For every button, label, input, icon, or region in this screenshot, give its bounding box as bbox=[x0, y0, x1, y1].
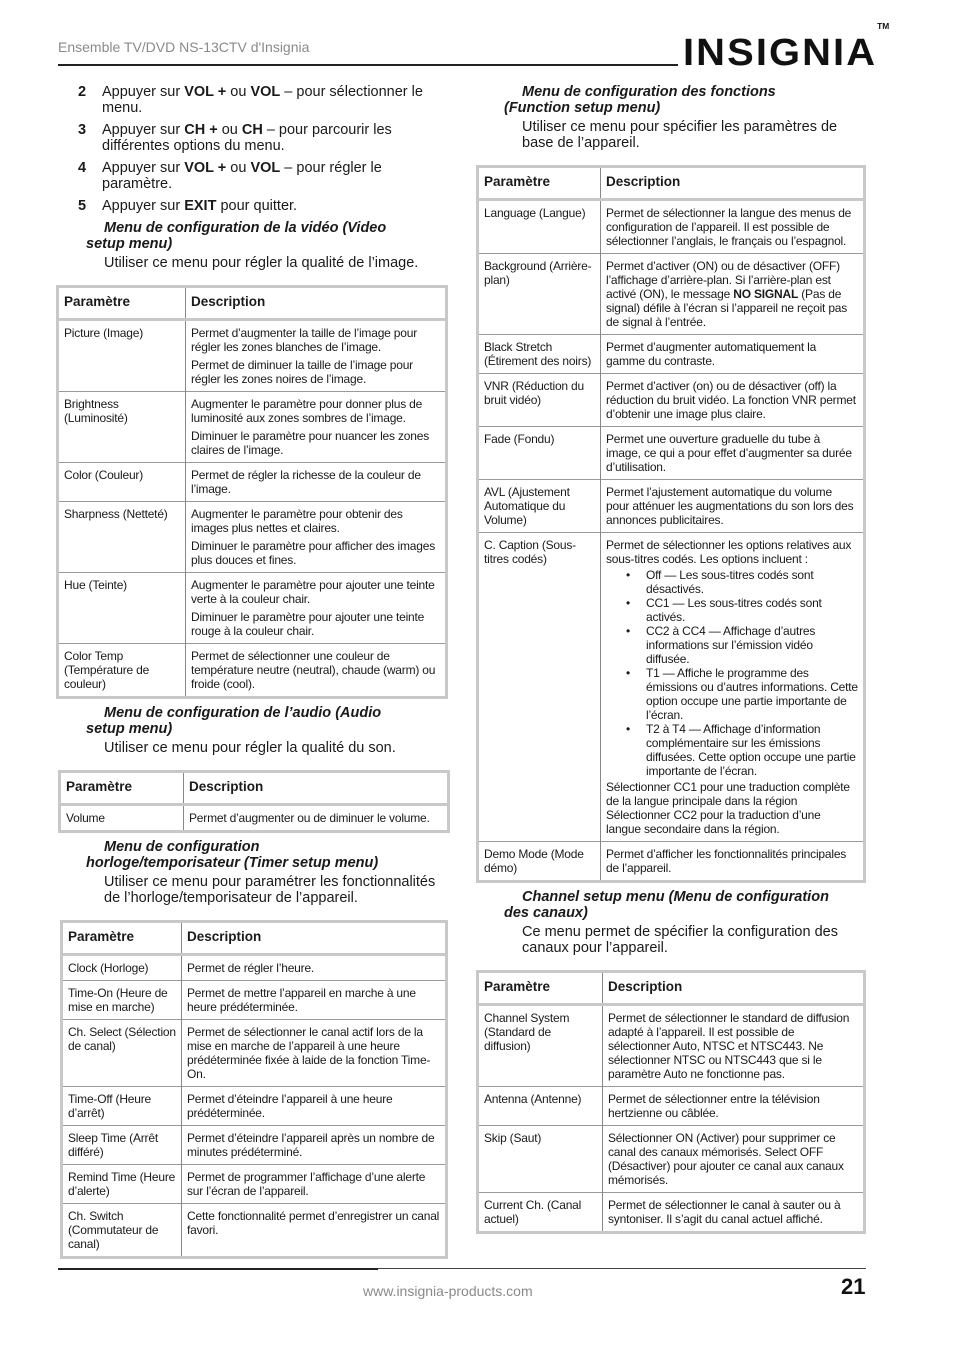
description-text: Permet de mettre l’appareil en marche à une heure prédéterminée. bbox=[187, 986, 416, 1014]
audio-heading-line1: Menu de configuration de l’audio (Audio bbox=[104, 705, 382, 721]
description-text: Permet de sélectionner la langue des menus de configuration de l’appareil. Il est possible de sélectionner l’anglais, le français ou l’espagnol. bbox=[606, 206, 852, 248]
table-row bbox=[478, 200, 865, 254]
description-text: (Pas de signal) défile à l’écran si l’appareil ne reçoit pas de signal à l’entrée. bbox=[606, 287, 848, 329]
table-row bbox=[478, 1193, 865, 1233]
table-row bbox=[62, 1087, 447, 1126]
table-header-row bbox=[60, 772, 449, 805]
description-text: Permet d’augmenter automatiquement la gamme du contraste. bbox=[606, 340, 817, 368]
table-header-row bbox=[478, 972, 865, 1005]
table-row bbox=[58, 392, 447, 463]
parameter-cell: Time-On (Heure de mise en marche) bbox=[62, 981, 182, 1020]
function-menu-heading bbox=[504, 84, 866, 116]
parameter-cell: Background (Arrière-plan) bbox=[478, 254, 601, 335]
parameter-cell: Fade (Fondu) bbox=[478, 427, 601, 480]
caption-option: • T2 à T4 — Affichage d’information complémentaire sur les émissions diffusées. Cette option occupe une partie importante de l’écran. bbox=[624, 722, 858, 778]
parameter-cell: Brightness (Luminosité) bbox=[58, 392, 186, 463]
description-text: Permet de programmer l’affichage d’une alerte sur l’écran de l’appareil. bbox=[187, 1170, 426, 1198]
column-header-parameter: Paramètre bbox=[60, 772, 184, 805]
column-header-parameter: Paramètre bbox=[58, 287, 186, 320]
description-text: Permet de sélectionner une couleur de température neutre (neutral), chaude (warm) ou froide (cool). bbox=[191, 649, 436, 691]
description-text: Permet de sélectionner le canal actif lors de la mise en marche de l’appareil à une heure prédéterminée fixée à laide de la fonction Time-On. bbox=[187, 1025, 431, 1081]
description-cell bbox=[601, 480, 865, 533]
timer-heading-line1: Menu de configuration bbox=[104, 839, 260, 855]
description-text: Permet d’activer (ON) ou de désactiver (OFF) l’affichage d’arrière-plan. Si l’arrière-plan est activé (ON), le message bbox=[606, 259, 840, 301]
column-header-description: Description bbox=[184, 772, 449, 805]
step-item bbox=[78, 198, 450, 214]
table-row bbox=[478, 374, 865, 427]
table-row bbox=[60, 805, 449, 832]
video-intro: Utiliser ce menu pour régler la qualité de l’image. bbox=[104, 255, 419, 271]
table-row bbox=[478, 533, 865, 842]
logo-trademark: TM bbox=[877, 22, 890, 32]
table-row bbox=[62, 1204, 447, 1258]
parameter-cell: Sleep Time (Arrêt différé) bbox=[62, 1126, 182, 1165]
table-row bbox=[62, 1165, 447, 1204]
column-header-parameter: Paramètre bbox=[62, 922, 182, 955]
insignia-logo bbox=[683, 22, 890, 75]
description-text: Cette fonctionnalité permet d’enregistrer un canal favori. bbox=[187, 1209, 440, 1237]
parameter-cell: Black Stretch (Étirement des noirs) bbox=[478, 335, 601, 374]
step-text: – pour sélectionner le menu. bbox=[102, 84, 423, 116]
description-cell bbox=[186, 392, 447, 463]
description-text: Augmenter le paramètre pour ajouter une teinte verte à la couleur chair. bbox=[191, 578, 435, 606]
channel-heading-line2: des canaux) bbox=[504, 905, 588, 921]
description-cell bbox=[186, 320, 447, 392]
table-header-row bbox=[62, 922, 447, 955]
table-row bbox=[478, 254, 865, 335]
description-cell bbox=[601, 200, 865, 254]
right-column bbox=[476, 84, 866, 1234]
description-text: Permet de sélectionner le standard de diffusion adapté à l’appareil. Il est possible de sélectionner Auto, NTSC et NTSC443. Ne sélectionner NTSC ou NTSC443 que si le paramètre Auto ne fonctionne pas. bbox=[608, 1011, 850, 1081]
step-text: Appuyer sur bbox=[102, 160, 185, 176]
footer-url: www.insignia-products.com bbox=[363, 1283, 533, 1299]
description-text: Permet de sélectionner le canal à sauter ou à syntoniser. Il s’agit du canal actuel affiché. bbox=[608, 1198, 841, 1226]
description-cell bbox=[601, 254, 865, 335]
step-text: pour quitter. bbox=[216, 198, 298, 214]
parameter-cell: Skip (Saut) bbox=[478, 1126, 603, 1193]
step-number: 3 bbox=[78, 122, 87, 138]
description-text: Permet d’éteindre l’appareil à une heure prédéterminée. bbox=[187, 1092, 393, 1120]
caption-option: • CC2 à CC4 — Affichage d’autres informations sur l’émission vidéo diffusée. bbox=[624, 624, 858, 666]
parameter-cell: Picture (Image) bbox=[58, 320, 186, 392]
step-number: 4 bbox=[78, 160, 87, 176]
parameter-cell: Remind Time (Heure d’alerte) bbox=[62, 1165, 182, 1204]
footer-rule-right bbox=[378, 1268, 866, 1269]
description-text: Permet de diminuer la taille de l’image pour régler les zones noires de l’image. bbox=[191, 358, 413, 386]
description-text: Augmenter le paramètre pour donner plus de luminosité aux zones sombres de l’image. bbox=[191, 397, 423, 425]
parameter-cell: Channel System (Standard de diffusion) bbox=[478, 1005, 603, 1087]
step-text: Appuyer sur bbox=[102, 84, 185, 100]
column-header-parameter: Paramètre bbox=[478, 167, 601, 200]
timer-heading-line2: horloge/temporisateur (Timer setup menu) bbox=[86, 855, 379, 871]
description-text: Permet d’afficher les fonctionnalités principales de l’appareil. bbox=[606, 847, 847, 875]
table-row bbox=[58, 644, 447, 698]
column-header-description: Description bbox=[601, 167, 865, 200]
table-row bbox=[62, 1126, 447, 1165]
description-text: Permet d’augmenter ou de diminuer le volume. bbox=[189, 811, 430, 825]
step-text: Appuyer sur bbox=[102, 122, 185, 138]
description-cell bbox=[184, 805, 449, 832]
description-cell bbox=[182, 1165, 447, 1204]
timer-menu-heading bbox=[86, 839, 450, 871]
description-text: Permet d’éteindre l’appareil après un nombre de minutes prédéterminé. bbox=[187, 1131, 435, 1159]
description-text: Permet une ouverture graduelle du tube à image, ce qui a pour effet d’augmenter sa durée d’utilisation. bbox=[606, 432, 852, 474]
step-key: VOL + bbox=[184, 160, 227, 176]
table-header-row bbox=[58, 287, 447, 320]
table-row bbox=[478, 1005, 865, 1087]
description-text: Permet l’ajustement automatique du volume pour atténuer les augmentations du son lors des annonces publicitaires. bbox=[606, 485, 854, 527]
description-cell bbox=[603, 1193, 865, 1233]
step-key: VOL + bbox=[184, 84, 227, 100]
channel-menu-heading bbox=[504, 889, 866, 921]
description-cell bbox=[182, 1087, 447, 1126]
description-cell bbox=[186, 573, 447, 644]
table-row bbox=[478, 842, 865, 882]
description-cell bbox=[603, 1126, 865, 1193]
description-cell bbox=[182, 981, 447, 1020]
function-table bbox=[476, 165, 866, 883]
parameter-cell: VNR (Réduction du bruit vidéo) bbox=[478, 374, 601, 427]
description-text: Augmenter le paramètre pour obtenir des images plus nettes et claires. bbox=[191, 507, 403, 535]
parameter-cell: Time-Off (Heure d’arrêt) bbox=[62, 1087, 182, 1126]
step-number: 2 bbox=[78, 84, 87, 100]
caption-option: • CC1 — Les sous-titres codés sont activés. bbox=[624, 596, 858, 624]
video-heading-line2: setup menu) bbox=[86, 236, 173, 252]
step-text: ou bbox=[226, 160, 251, 176]
video-table bbox=[56, 285, 448, 699]
description-text: Permet d’activer (on) ou de désactiver (off) la réduction du bruit vidéo. La fonction VNR permet d’obtenir une image plus claire. bbox=[606, 379, 856, 421]
step-text: – pour régler le paramètre. bbox=[102, 160, 382, 192]
page-header-title: Ensemble TV/DVD NS-13CTV d'Insignia bbox=[58, 39, 310, 55]
page-number: 21 bbox=[841, 1274, 866, 1299]
step-text: – pour parcourir les différentes options du menu. bbox=[102, 122, 392, 154]
function-intro: Utiliser ce menu pour spécifier les paramètres de base de l’appareil. bbox=[522, 119, 838, 151]
step-text: ou bbox=[217, 122, 242, 138]
column-header-description: Description bbox=[186, 287, 447, 320]
function-heading-line1: Menu de configuration des fonctions bbox=[522, 84, 776, 100]
table-row bbox=[58, 573, 447, 644]
timer-intro: Utiliser ce menu pour paramétrer les fonctionnalités de l’horloge/temporisateur de l’appareil. bbox=[104, 874, 436, 906]
table-row bbox=[58, 320, 447, 392]
description-cell bbox=[186, 502, 447, 573]
description-cell bbox=[182, 1126, 447, 1165]
table-row bbox=[478, 480, 865, 533]
step-text: Appuyer sur bbox=[102, 198, 185, 214]
step-key: VOL bbox=[250, 160, 281, 176]
caption-option: • Off — Les sous-titres codés sont désactivés. bbox=[624, 568, 858, 596]
description-text: Permet de régler l’heure. bbox=[187, 961, 315, 975]
left-column bbox=[58, 84, 450, 1259]
column-header-description: Description bbox=[603, 972, 865, 1005]
channel-heading-line1: Channel setup menu (Menu de configuration bbox=[522, 889, 829, 905]
parameter-cell: Clock (Horloge) bbox=[62, 955, 182, 981]
parameter-cell: Sharpness (Netteté) bbox=[58, 502, 186, 573]
description-cell bbox=[186, 463, 447, 502]
parameter-cell: Ch. Switch (Commutateur de canal) bbox=[62, 1204, 182, 1258]
description-text: Diminuer le paramètre pour ajouter une teinte rouge à la couleur chair. bbox=[191, 610, 425, 638]
description-cell bbox=[182, 1204, 447, 1258]
table-row bbox=[478, 1087, 865, 1126]
description-text: Diminuer le paramètre pour afficher des images plus douces et fines. bbox=[191, 539, 436, 567]
step-key: CH bbox=[241, 122, 263, 138]
video-menu-heading bbox=[86, 220, 450, 252]
audio-intro: Utiliser ce menu pour régler la qualité du son. bbox=[104, 740, 396, 756]
parameter-cell: AVL (Ajustement Automatique du Volume) bbox=[478, 480, 601, 533]
step-key: CH + bbox=[184, 122, 218, 138]
description-cell bbox=[182, 955, 447, 981]
description-cell bbox=[182, 1020, 447, 1087]
description-text: Diminuer le paramètre pour nuancer les zones claires de l’image. bbox=[191, 429, 429, 457]
parameter-cell: Language (Langue) bbox=[478, 200, 601, 254]
video-heading-line1: Menu de configuration de la vidéo (Video bbox=[104, 220, 387, 236]
channel-intro: Ce menu permet de spécifier la configuration des canaux pour l’appareil. bbox=[522, 924, 838, 956]
footer-rule-left bbox=[58, 1268, 378, 1270]
parameter-cell: Demo Mode (Mode démo) bbox=[478, 842, 601, 882]
description-cell bbox=[601, 335, 865, 374]
description-cell bbox=[601, 374, 865, 427]
table-row bbox=[58, 463, 447, 502]
audio-heading-line2: setup menu) bbox=[86, 721, 173, 737]
table-row bbox=[62, 955, 447, 981]
description-text: Permet de sélectionner entre la télévision hertzienne ou câblée. bbox=[608, 1092, 820, 1120]
parameter-cell: Current Ch. (Canal actuel) bbox=[478, 1193, 603, 1233]
audio-menu-heading bbox=[86, 705, 450, 737]
step-key: VOL bbox=[250, 84, 281, 100]
timer-table bbox=[60, 920, 448, 1259]
channel-table bbox=[476, 970, 866, 1234]
description-cell bbox=[601, 842, 865, 882]
column-header-parameter: Paramètre bbox=[478, 972, 603, 1005]
column-header-description: Description bbox=[182, 922, 447, 955]
parameter-cell: Color (Couleur) bbox=[58, 463, 186, 502]
description-text: Sélectionner CC1 pour une traduction complète de la langue principale dans la région Sélectionner CC2 pour la traduction d’une langue secondaire dans la région. bbox=[606, 780, 850, 836]
table-row bbox=[478, 427, 865, 480]
steps-list bbox=[78, 84, 450, 214]
step-item bbox=[78, 160, 450, 192]
parameter-cell: Ch. Select (Sélection de canal) bbox=[62, 1020, 182, 1087]
description-cell bbox=[603, 1087, 865, 1126]
no-signal-message: NO SIGNAL bbox=[733, 287, 799, 301]
caption-options-list bbox=[624, 568, 858, 778]
parameter-cell: C. Caption (Sous-titres codés) bbox=[478, 533, 601, 842]
parameter-cell: Volume bbox=[60, 805, 184, 832]
step-key: EXIT bbox=[184, 198, 217, 214]
description-text: Sélectionner ON (Activer) pour supprimer ce canal des canaux mémorisés. Select OFF (Désactiver) pour ajouter ce canal aux canaux mémorisés. bbox=[608, 1131, 844, 1187]
description-text: Permet de régler la richesse de la couleur de l’image. bbox=[191, 468, 421, 496]
step-item bbox=[78, 122, 450, 154]
parameter-cell: Color Temp (Température de couleur) bbox=[58, 644, 186, 698]
table-row bbox=[478, 335, 865, 374]
header-rule bbox=[58, 64, 678, 66]
description-text: Permet d’augmenter la taille de l’image pour régler les zones blanches de l’image. bbox=[191, 326, 417, 354]
description-text bbox=[606, 259, 858, 329]
parameter-cell: Hue (Teinte) bbox=[58, 573, 186, 644]
logo-text: INSIGNIA bbox=[683, 32, 878, 74]
description-cell bbox=[601, 533, 865, 842]
table-header-row bbox=[478, 167, 865, 200]
description-cell bbox=[603, 1005, 865, 1087]
caption-option: • T1 — Affiche le programme des émissions ou d’autres informations. Cette option occupe une partie importante de l’écran. bbox=[624, 666, 858, 722]
audio-table bbox=[58, 770, 450, 833]
table-row bbox=[62, 981, 447, 1020]
description-cell bbox=[186, 644, 447, 698]
description-text: Permet de sélectionner les options relatives aux sous-titres codés. Les options incluent : bbox=[606, 538, 852, 566]
table-row bbox=[478, 1126, 865, 1193]
step-number: 5 bbox=[78, 198, 87, 214]
step-item bbox=[78, 84, 450, 116]
description-cell bbox=[601, 427, 865, 480]
step-text: ou bbox=[226, 84, 251, 100]
function-heading-line2: (Function setup menu) bbox=[504, 100, 661, 116]
table-row bbox=[62, 1020, 447, 1087]
parameter-cell: Antenna (Antenne) bbox=[478, 1087, 603, 1126]
table-row bbox=[58, 502, 447, 573]
